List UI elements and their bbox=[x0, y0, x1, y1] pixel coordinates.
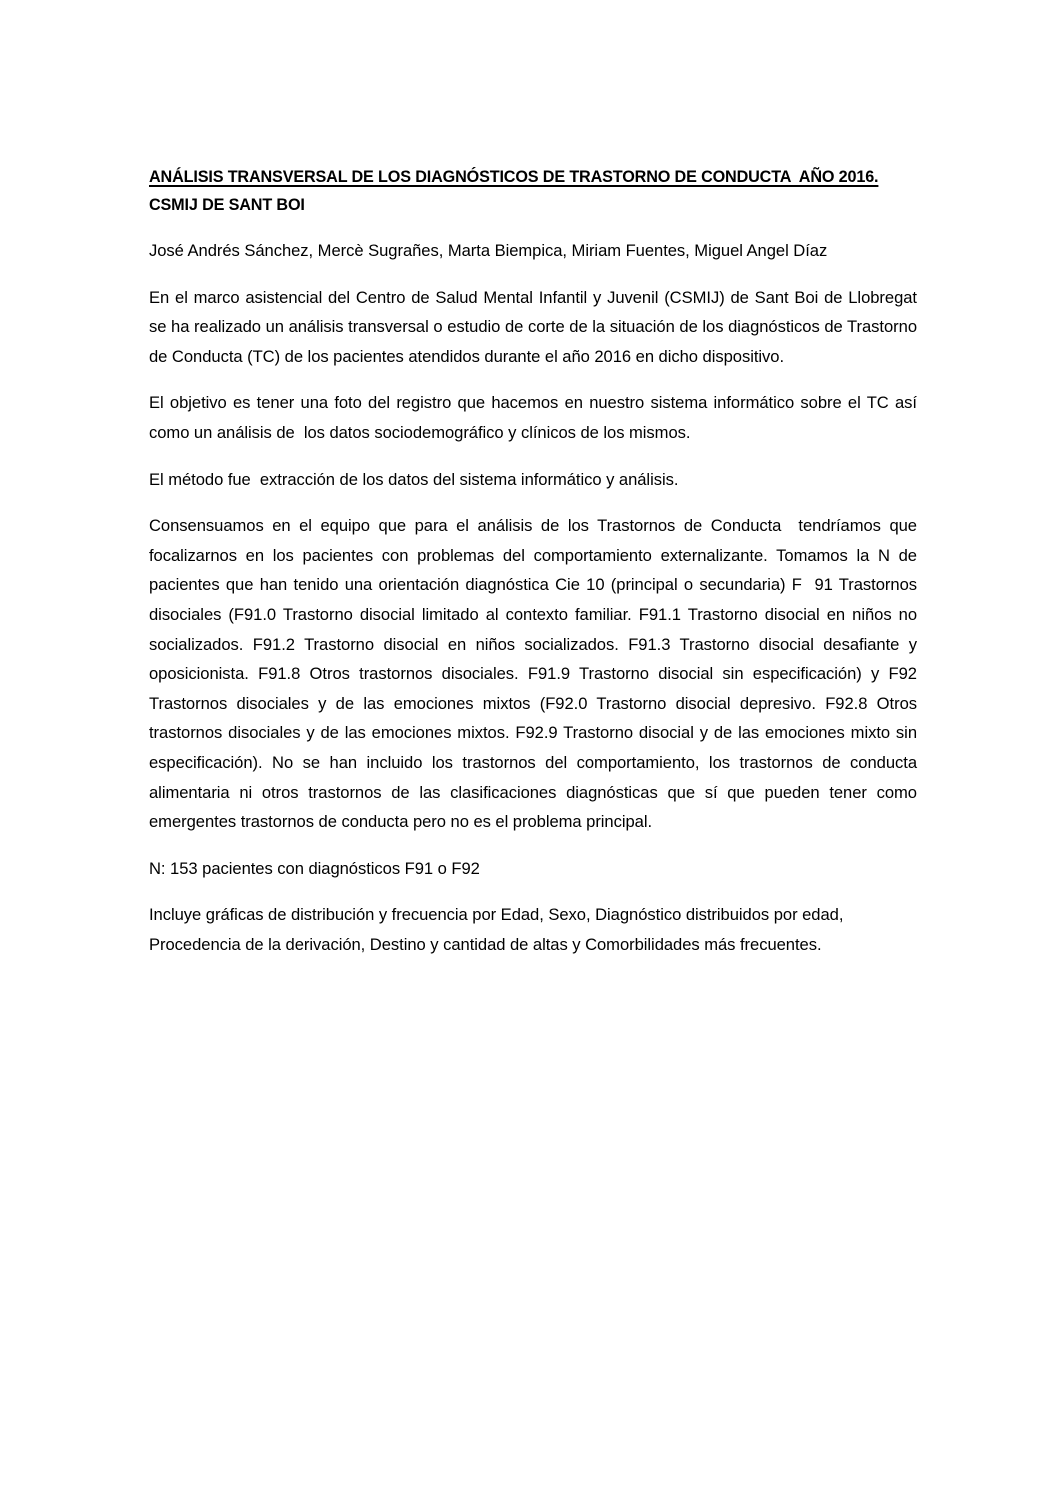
paragraph-intro: En el marco asistencial del Centro de Salud Mental Infantil y Juvenil (CSMIJ) de Sant Boi de Llobregat se ha realizado un análisis transversal o estudio de corte de la situación de los diagnósticos de Trastorno de Conducta (TC) de los pacientes atendidos durante el año 2016 en dicho dispositivo. bbox=[149, 287, 922, 366]
paragraph-sample-size: N: 153 pacientes con diagnósticos F91 o F92 bbox=[149, 858, 480, 878]
spacer-5 bbox=[149, 837, 917, 854]
paragraph-objective: El objetivo es tener una foto del registro que hacemos en nuestro sistema informático sobre el TC así como un análisis de los datos sociodemográfico y clínicos de los mismos. bbox=[149, 393, 922, 442]
page-title bbox=[149, 163, 917, 219]
paragraph-contents: Incluye gráficas de distribución y frecuencia por Edad, Sexo, Diagnóstico distribuidos por edad, Procedencia de la derivación, Destino y cantidad de altas y Comorbilidades más frecuentes. bbox=[149, 905, 848, 954]
spacer-after-title bbox=[149, 219, 917, 236]
spacer-2 bbox=[149, 371, 917, 388]
paragraph-method: El método fue extracción de los datos del sistema informático y análisis. bbox=[149, 469, 679, 489]
spacer-4 bbox=[149, 494, 917, 511]
page-title-line-1: ANÁLISIS TRANSVERSAL DE LOS DIAGNÓSTICOS DE TRASTORNO DE CONDUCTA AÑO 2016. bbox=[149, 168, 879, 186]
spacer-1 bbox=[149, 266, 917, 283]
spacer-3 bbox=[149, 448, 917, 465]
author-line: José Andrés Sánchez, Mercè Sugrañes, Marta Biempica, Miriam Fuentes, Miguel Angel Díaz bbox=[149, 241, 828, 260]
paragraph-criteria: Consensuamos en el equipo que para el análisis de los Trastornos de Conducta tendríamos que focalizarnos en los pacientes con problemas del comportamiento externalizante. Tomamos la N de pacientes que han tenido una orientación diagnóstica Cie 10 (principal o secundaria) F 91 Trastornos disociales (F91.0 Trastorno disocial limitado al contexto familiar. F91.1 Trastorno disocial en niños no socializados. F91.2 Trastorno disocial en niños socializados. F91.3 Trastorno disocial desafiante y oposicionista. F91.8 Otros trastornos disociales. F91.9 Trastorno disocial sin especificación) y F92 Trastornos disociales y de las emociones mixtos (F92.0 Trastorno disocial depresivo. F92.8 Otros trastornos disociales y de las emociones mixtos. F92.9 Trastorno disocial y de las emociones mixto sin especificación). No se han incluido los trastornos del comportamiento, los trastornos de conducta alimentaria ni otros trastornos de las clasificaciones diagnósticas que sí que pueden tener como emergentes trastornos de conducta pero no es el problema principal. bbox=[149, 516, 927, 832]
spacer-6 bbox=[149, 883, 917, 900]
document-body bbox=[149, 163, 927, 959]
page-title-line-2: CSMIJ DE SANT BOI bbox=[149, 196, 305, 214]
